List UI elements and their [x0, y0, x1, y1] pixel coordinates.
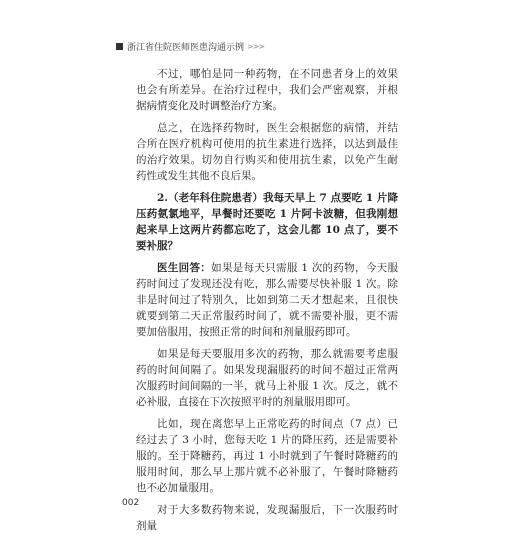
header-square-icon — [116, 43, 123, 50]
answer-paragraph: 医生回答：如果是每天只需服 1 次的药物，今天服药时间过了发现还没有吃，那么需要尽快补服 1 次。除非是时间过了特别久，比如到第二天才想起来，且很快就要到第二天正常服药时间了，就不需要补服，更不需要加倍服用，按照正常的时间和剂量服药即可。 — [136, 262, 398, 338]
answer-lead: 医生回答： — [157, 262, 212, 274]
page-number: 002 — [122, 498, 140, 508]
paragraph: 总之，在选择药物时，医生会根据您的病情，并结合所在医疗机构可使用的抗生素进行选择，以达到最佳的治疗效果。切勿自行购买和使用抗生素，以免产生耐药性或发生其他不良后果。 — [136, 122, 398, 182]
paragraph: 对于大多数药物来说，发现漏服后，下一次服药时剂量 — [136, 504, 398, 532]
running-header — [116, 40, 264, 53]
paragraph: 如果是每天要服用多次的药物，那么就需要考虑服药的时间间隔了。如果发现漏服药的时间不超过正常两次服药时间间隔的一半，就马上补服 1 次。反之，就不必补服，直接在下次按照平时的剂量服用即可。 — [136, 348, 398, 408]
body-text — [136, 66, 398, 540]
header-title: 浙江省住院医师医患沟通示例 — [127, 43, 245, 53]
paragraph: 不过，哪怕是同一种药物，在不同患者身上的效果也会有所差异。在治疗过程中，我们会严密观察，并根据病情变化及时调整治疗方案。 — [136, 68, 398, 112]
header-arrows-icon: >>> — [247, 42, 265, 51]
question-paragraph: 2.（老年科住院患者）我每天早上 7 点要吃 1 片降压药氨氯地平，早餐时还要吃 1 片阿卡波糖，但我刚想起来早上这两片药都忘吃了，这会儿都 10 点了，要不要补服？ — [136, 192, 398, 252]
paragraph: 比如，现在离您早上正常吃药的时间点（7 点）已经过去了 3 小时，您每天吃 1 片的降压药，还是需要补服的。至于降糖药，再过 1 小时就到了午餐时降糖药的服用时间，那么早上那片就不必补服了，午餐时降糖药也不必加量服用。 — [136, 418, 398, 494]
